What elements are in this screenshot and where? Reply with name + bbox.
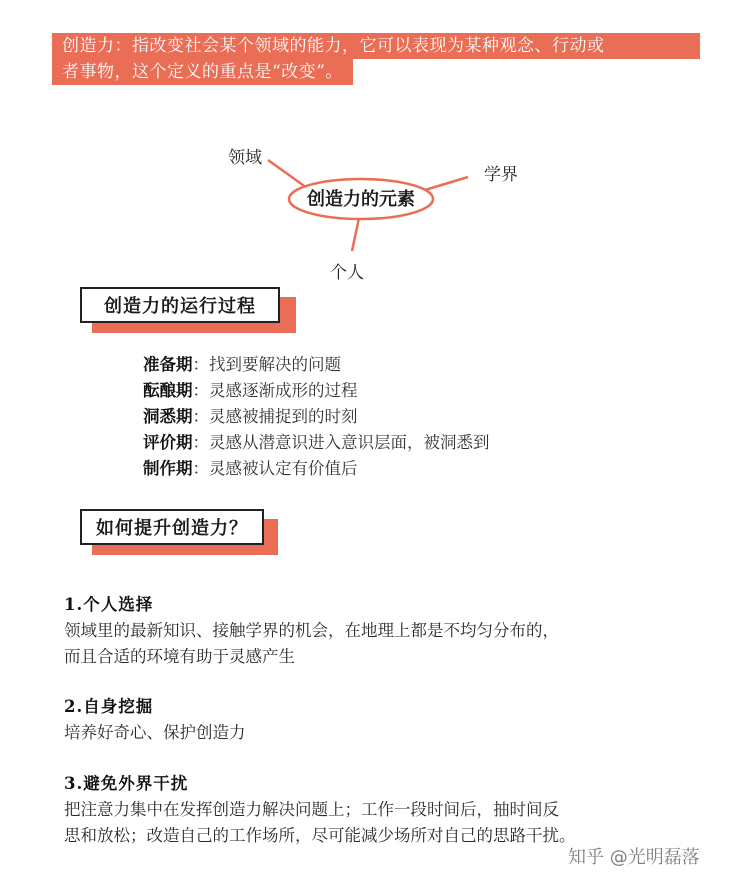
mindmap-center-label: 创造力的元素 bbox=[307, 189, 415, 210]
mindmap-diagram bbox=[0, 0, 744, 300]
improve-heading-block bbox=[80, 509, 278, 555]
process-heading: 创造力的运行过程 bbox=[80, 287, 280, 323]
definition-line-1: 创造力：指改变社会某个领域的能力，它可以表现为某种观念、行动或 bbox=[52, 33, 700, 59]
stage-row bbox=[143, 352, 490, 378]
stage-term: 制作期 bbox=[143, 459, 193, 478]
tip-line: 而且合适的环境有助于灵感产生 bbox=[64, 647, 295, 666]
stage-desc: ：灵感从潜意识进入意识层面，被洞悉到 bbox=[192, 433, 490, 452]
stage-row bbox=[143, 378, 490, 404]
branch-line-person bbox=[352, 218, 359, 251]
stage-list bbox=[143, 352, 490, 482]
definition-line-2: 者事物，这个定义的重点是“改变”。 bbox=[52, 59, 353, 85]
stage-desc: ：灵感被认定有价值后 bbox=[192, 459, 358, 478]
process-heading-block bbox=[80, 287, 296, 333]
tip-title: 3.避免外界干扰 bbox=[64, 774, 189, 793]
tip-title: 1.个人选择 bbox=[64, 595, 154, 614]
mindmap-branch-person: 个人 bbox=[330, 263, 364, 283]
watermark: 知乎 @光明磊落 bbox=[568, 847, 700, 868]
stage-desc: ：灵感被捕捉到的时刻 bbox=[192, 407, 358, 426]
stage-term: 酝酿期 bbox=[143, 381, 193, 400]
mindmap-branch-field: 学界 bbox=[484, 165, 518, 185]
tip-block-2 bbox=[64, 694, 246, 746]
tip-block-3 bbox=[64, 771, 576, 849]
mindmap-branch-domain: 领域 bbox=[228, 148, 262, 168]
tip-line: 思和放松；改造自己的工作场所，尽可能减少场所对自己的思路干扰。 bbox=[64, 826, 576, 845]
stage-desc: ：灵感逐渐成形的过程 bbox=[192, 381, 358, 400]
branch-line-domain bbox=[268, 160, 307, 188]
tip-title: 2.自身挖掘 bbox=[64, 697, 154, 716]
stage-term: 准备期 bbox=[143, 355, 193, 374]
stage-row bbox=[143, 404, 490, 430]
stage-term: 评价期 bbox=[143, 433, 193, 452]
stage-row bbox=[143, 456, 490, 482]
stage-term: 洞悉期 bbox=[143, 407, 193, 426]
tip-block-1 bbox=[64, 592, 559, 670]
branch-line-field bbox=[425, 177, 468, 190]
tip-line: 培养好奇心、保护创造力 bbox=[64, 723, 246, 742]
improve-heading: 如何提升创造力？ bbox=[80, 509, 264, 545]
tip-line: 把注意力集中在发挥创造力解决问题上；工作一段时间后，抽时间反 bbox=[64, 800, 559, 819]
stage-row bbox=[143, 430, 490, 456]
tip-line: 领域里的最新知识、接触学界的机会，在地理上都是不均匀分布的， bbox=[64, 621, 559, 640]
stage-desc: ：找到要解决的问题 bbox=[192, 355, 341, 374]
